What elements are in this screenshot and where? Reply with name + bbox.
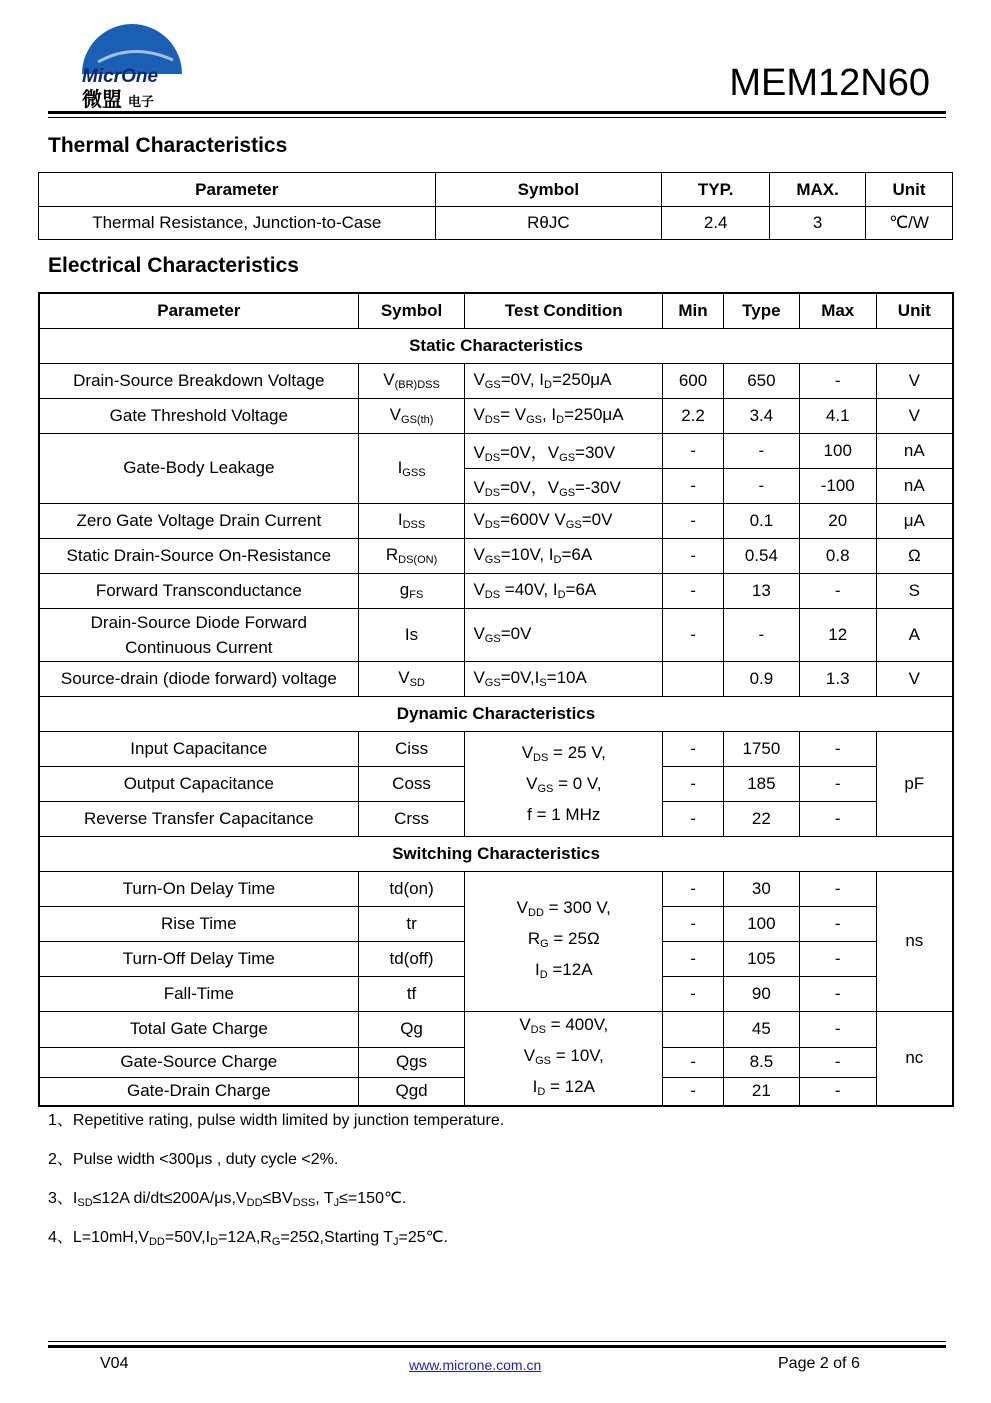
table-row: Reverse Transfer Capacitance Crss - 22 - [39, 801, 953, 836]
header-unit: Unit [876, 293, 953, 328]
symbol-cell: $V_{SD}$ [358, 661, 465, 696]
header-type: Type [723, 293, 799, 328]
table-row: Static Drain-Source On-Resistance $R_{DS(ON)}$ $V_{GS}=10V$, $I_D=6A$ - 0.54 0.8 Ω [39, 538, 953, 573]
header-min: Min [663, 293, 724, 328]
condition-cell: $V_{DS} = 400V$, $V_{GS} = 10V$, $I_D = 12A$ [465, 1011, 663, 1106]
section-dynamic: Dynamic Characteristics [39, 696, 953, 731]
table-row: Zero Gate Voltage Drain Current $I_{DSS}$ $V_{DS}=600V$ $V_{GS}=0V$ - 0.1 20 μA [39, 503, 953, 538]
table-row: Drain-Source Diode Forward Continuous Current Is $V_{GS}=0V$ - - 12 A [39, 608, 953, 661]
table-row: Turn-Off Delay Time td(off) - 105 - [39, 941, 953, 976]
symbol-cell: $g_{FS}$ [358, 573, 465, 608]
electrical-title: Electrical Characteristics [48, 254, 299, 277]
footer-page-number: Page 2 of 6 [778, 1355, 860, 1372]
brand-cn-sub: 电子 [128, 95, 155, 110]
condition-cell: $V_{GS}=10V$, $I_D=6A$ [465, 538, 663, 573]
thermal-cell-max: 3 [770, 207, 866, 240]
table-row: Gate-Source Charge Qgs - 8.5 - [39, 1048, 953, 1077]
footer-rule-thin [48, 1341, 946, 1342]
header-test-condition: Test Condition [465, 293, 663, 328]
footer-website-link[interactable]: www.microne.com.cn [409, 1357, 542, 1373]
header-max: Max [799, 293, 876, 328]
condition-cell: $V_{DS}=0V$，$V_{GS}=-30V$ [465, 468, 663, 503]
thermal-cell-unit: ℃/W [866, 207, 953, 240]
document-title: MEM12N60 [729, 62, 930, 104]
condition-cell: $V_{DS}=600V$ $V_{GS}=0V$ [465, 503, 663, 538]
note-1: 1、Repetitive rating, pulse width limited by junction temperature. [48, 1112, 505, 1129]
note-3: 3、$I_{SD}\le 12A$ $di/dt\le 200A/\mu s,V_{DD}\le BV_{DSS}$, $T_J\le=150℃$. [48, 1190, 407, 1209]
thermal-title: Thermal Characteristics [48, 134, 288, 157]
thermal-header-max: MAX. [770, 173, 866, 207]
table-row: Rise Time tr - 100 - [39, 906, 953, 941]
table-row: Total Gate Charge Qg $V_{DS} = 400V$, $V_{GS} = 10V$, $I_D = 12A$ 45 - nc [39, 1011, 953, 1048]
condition-cell: $V_{GS}=0V$ [465, 608, 663, 661]
table-row: Forward Transconductance $g_{FS}$ $V_{DS} =40V$, $I_D=6A$ - 13 - S [39, 573, 953, 608]
condition-cell: $V_{DD} = 300$ V, $R_G = 25\Omega$ $I_D =12A$ [465, 871, 663, 1011]
condition-cell: $V_{DS} = 25$ V, $V_{GS} = 0$ V, f = 1 MHz [465, 731, 663, 836]
table-row: Gate-Drain Charge Qgd - 21 - [39, 1077, 953, 1105]
thermal-header-symbol: Symbol [435, 173, 662, 207]
table-row: Drain-Source Breakdown Voltage $V_{(BR)DSS}$ $V_{GS}=0V$, $I_D=250\mu A$ 600 650 - V [39, 363, 953, 398]
thermal-cell-parameter: Thermal Resistance, Junction-to-Case [39, 207, 436, 240]
table-row: Fall-Time tf - 90 - [39, 976, 953, 1011]
footer-rule-thick [48, 1345, 946, 1348]
condition-cell: $V_{DS}=0V$，$V_{GS}=30V$ [465, 433, 663, 468]
footer-version: V04 [100, 1355, 129, 1372]
symbol-cell: $V_{(BR)DSS}$ [358, 363, 465, 398]
header-rule-thick [48, 111, 946, 114]
table-row: Output Capacitance Coss - 185 - [39, 766, 953, 801]
brand-cn-main: 微盟 [82, 87, 122, 111]
note-2: 2、Pulse width <300μs , duty cycle <2%. [48, 1151, 339, 1168]
header-rule-thin [48, 117, 946, 118]
symbol-cell: $V_{GS(th)}$ [358, 398, 465, 433]
thermal-header-parameter: Parameter [39, 173, 436, 207]
thermal-cell-symbol: RθJC [435, 207, 662, 240]
company-logo [78, 22, 188, 112]
table-row: $V_{DS}=0V$，$V_{GS}=-30V$ - - -100 nA [39, 468, 953, 503]
condition-cell: $V_{DS}= V_{GS}$, $I_D=250\mu A$ [465, 398, 663, 433]
thermal-header-unit: Unit [866, 173, 953, 207]
table-row: Gate Threshold Voltage $V_{GS(th)}$ $V_{DS}= V_{GS}$, $I_D=250\mu A$ 2.2 3.4 4.1 V [39, 398, 953, 433]
thermal-header-typ: TYP. [662, 173, 770, 207]
header-parameter: Parameter [39, 293, 358, 328]
table-row: Gate-Body Leakage $I_{GSS}$ $V_{DS}=0V$，$V_{GS}=30V$ - - 100 nA [39, 433, 953, 468]
symbol-cell: $I_{GSS}$ [358, 433, 465, 503]
brand-en-text: MicrOne [82, 66, 159, 87]
thermal-table [38, 172, 953, 240]
electrical-table [38, 292, 954, 1107]
section-static: Static Characteristics [39, 328, 953, 363]
table-row: Input Capacitance Ciss $V_{DS} = 25$ V, $V_{GS} = 0$ V, f = 1 MHz - 1750 - pF [39, 731, 953, 766]
condition-cell: $V_{DS} =40V$, $I_D=6A$ [465, 573, 663, 608]
thermal-cell-typ: 2.4 [662, 207, 770, 240]
symbol-cell: $I_{DSS}$ [358, 503, 465, 538]
condition-cell: $V_{GS}=0V,I_S=10A$ [465, 661, 663, 696]
condition-cell: $V_{GS}=0V$, $I_D=250\mu A$ [465, 363, 663, 398]
symbol-cell: $R_{DS(ON)}$ [358, 538, 465, 573]
table-row: Turn-On Delay Time td(on) $V_{DD} = 300$ V, $R_G = 25\Omega$ $I_D =12A$ - 30 - ns [39, 871, 953, 906]
table-row: Source-drain (diode forward) voltage $V_{SD}$ $V_{GS}=0V,I_S=10A$ 0.9 1.3 V [39, 661, 953, 696]
section-switching: Switching Characteristics [39, 836, 953, 871]
header-symbol: Symbol [358, 293, 465, 328]
note-4: 4、$L=10mH,V_{DD}=50V,I_D=12A,R_G=25\Omega,Starting$ $T_J=25℃$. [48, 1229, 449, 1248]
